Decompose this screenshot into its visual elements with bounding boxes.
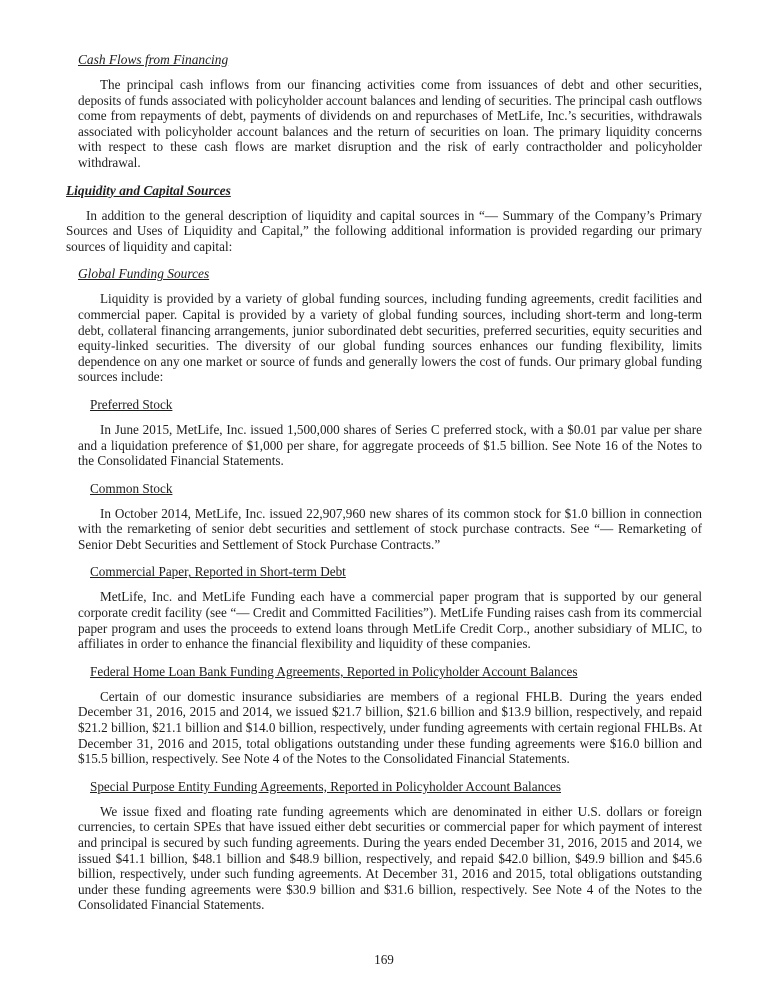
paragraph-common-stock: In October 2014, MetLife, Inc. issued 22,907,960 new shares of its common stock for $1.0 billion in connection with the remarketing of senior debt securities and settlement of stock purchase contracts. See “— Remarketing of Senior Debt Securities and Settlement of Stock Purchase Contracts.” <box>78 505 702 552</box>
paragraph-liquidity-and-capital-sources: In addition to the general description of liquidity and capital sources in “— Summary of the Company’s Primary Sources and Uses of Liquidity and Capital,” the following additional information is provided regarding our primary sources of liquidity and capital: <box>66 207 702 254</box>
heading-cash-flows-from-financing: Cash Flows from Financing <box>78 52 229 67</box>
heading-commercial-paper: Commercial Paper, Reported in Short-term Debt <box>90 564 346 580</box>
paragraph-global-funding-sources: Liquidity is provided by a variety of global funding sources, including funding agreements, credit facilities and commercial paper. Capital is provided by a variety of global funding sources, including short-term and long-term debt, collateral financing arrangements, junior subordinated debt securities, preferred securities, equity securities and equity-linked securities. The diversity of our global funding sources enhances our funding flexibility, limits dependence on any one market or source of funds and generally lowers the cost of funds. Our primary global funding sources include: <box>78 291 702 385</box>
paragraph-spe-funding-agreements: We issue fixed and floating rate funding agreements which are denominated in either U.S. dollars or foreign currencies, to certain SPEs that have issued either debt securities or commercial paper for which payment of interest and principal is secured by such funding agreements. During the years ended December 31, 2016, 2015 and 2014, we issued $41.1 billion, $48.1 billion and $48.9 billion, respectively, and repaid $42.0 billion, $49.9 billion and $45.6 billion, respectively, under such funding agreements. At December 31, 2016 and 2015, total obligations outstanding under these funding agreements were $30.9 billion and $31.6 billion, respectively. See Note 4 of the Notes to the Consolidated Financial Statements. <box>78 803 702 913</box>
heading-global-funding-sources: Global Funding Sources <box>78 266 210 282</box>
heading-spe-funding-agreements: Special Purpose Entity Funding Agreements, Reported in Policyholder Account Balances <box>90 778 562 794</box>
page-number: 169 <box>374 952 394 967</box>
paragraph-commercial-paper: MetLife, Inc. and MetLife Funding each have a commercial paper program that is supported by our general corporate credit facility (see “— Credit and Committed Facilities”). MetLife Funding raises cash from its commercial paper program and uses the proceeds to extend loans through MetLife Credit Corp., another subsidiary of MLIC, to affiliates in order to enhance the financial flexibility and liquidity of these companies. <box>78 589 702 652</box>
paragraph-fhlb-funding-agreements: Certain of our domestic insurance subsidiaries are members of a regional FHLB. During the years ended December 31, 2016, 2015 and 2014, we issued $21.7 billion, $21.6 billion and $13.9 billion, respectively, and repaid $21.2 billion, $21.1 billion and $14.0 billion, respectively, under funding agreements with certain regional FHLBs. At December 31, 2016 and 2015, total obligations outstanding under these funding agreements were $16.0 billion and $15.5 billion, respectively. See Note 4 of the Notes to the Consolidated Financial Statements. <box>78 688 702 767</box>
heading-liquidity-and-capital-sources: Liquidity and Capital Sources <box>66 182 231 198</box>
heading-fhlb-funding-agreements: Federal Home Loan Bank Funding Agreements, Reported in Policyholder Account Balances <box>90 663 578 679</box>
heading-common-stock: Common Stock <box>90 480 173 496</box>
heading-preferred-stock: Preferred Stock <box>90 396 173 412</box>
paragraph-preferred-stock: In June 2015, MetLife, Inc. issued 1,500,000 shares of Series C preferred stock, with a $0.01 par value per share and a liquidation preference of $1,000 per share, for aggregate proceeds of $1.5 billion. See Note 16 of the Notes to the Consolidated Financial Statements. <box>78 421 702 469</box>
paragraph-cash-flows-financing: The principal cash inflows from our financing activities come from issuances of debt and other securities, deposits of funds associated with policyholder account balances and lending of securities. The principal cash outflows come from repayments of debt, payments of dividends on and repurchases of MetLife, Inc.’s securities, withdrawals associated with policyholder account balances and the return of securities on loan. The primary liquidity concerns with respect to these cash flows are market disruption and the risk of early contractholder and policyholder withdrawal. <box>78 77 702 170</box>
